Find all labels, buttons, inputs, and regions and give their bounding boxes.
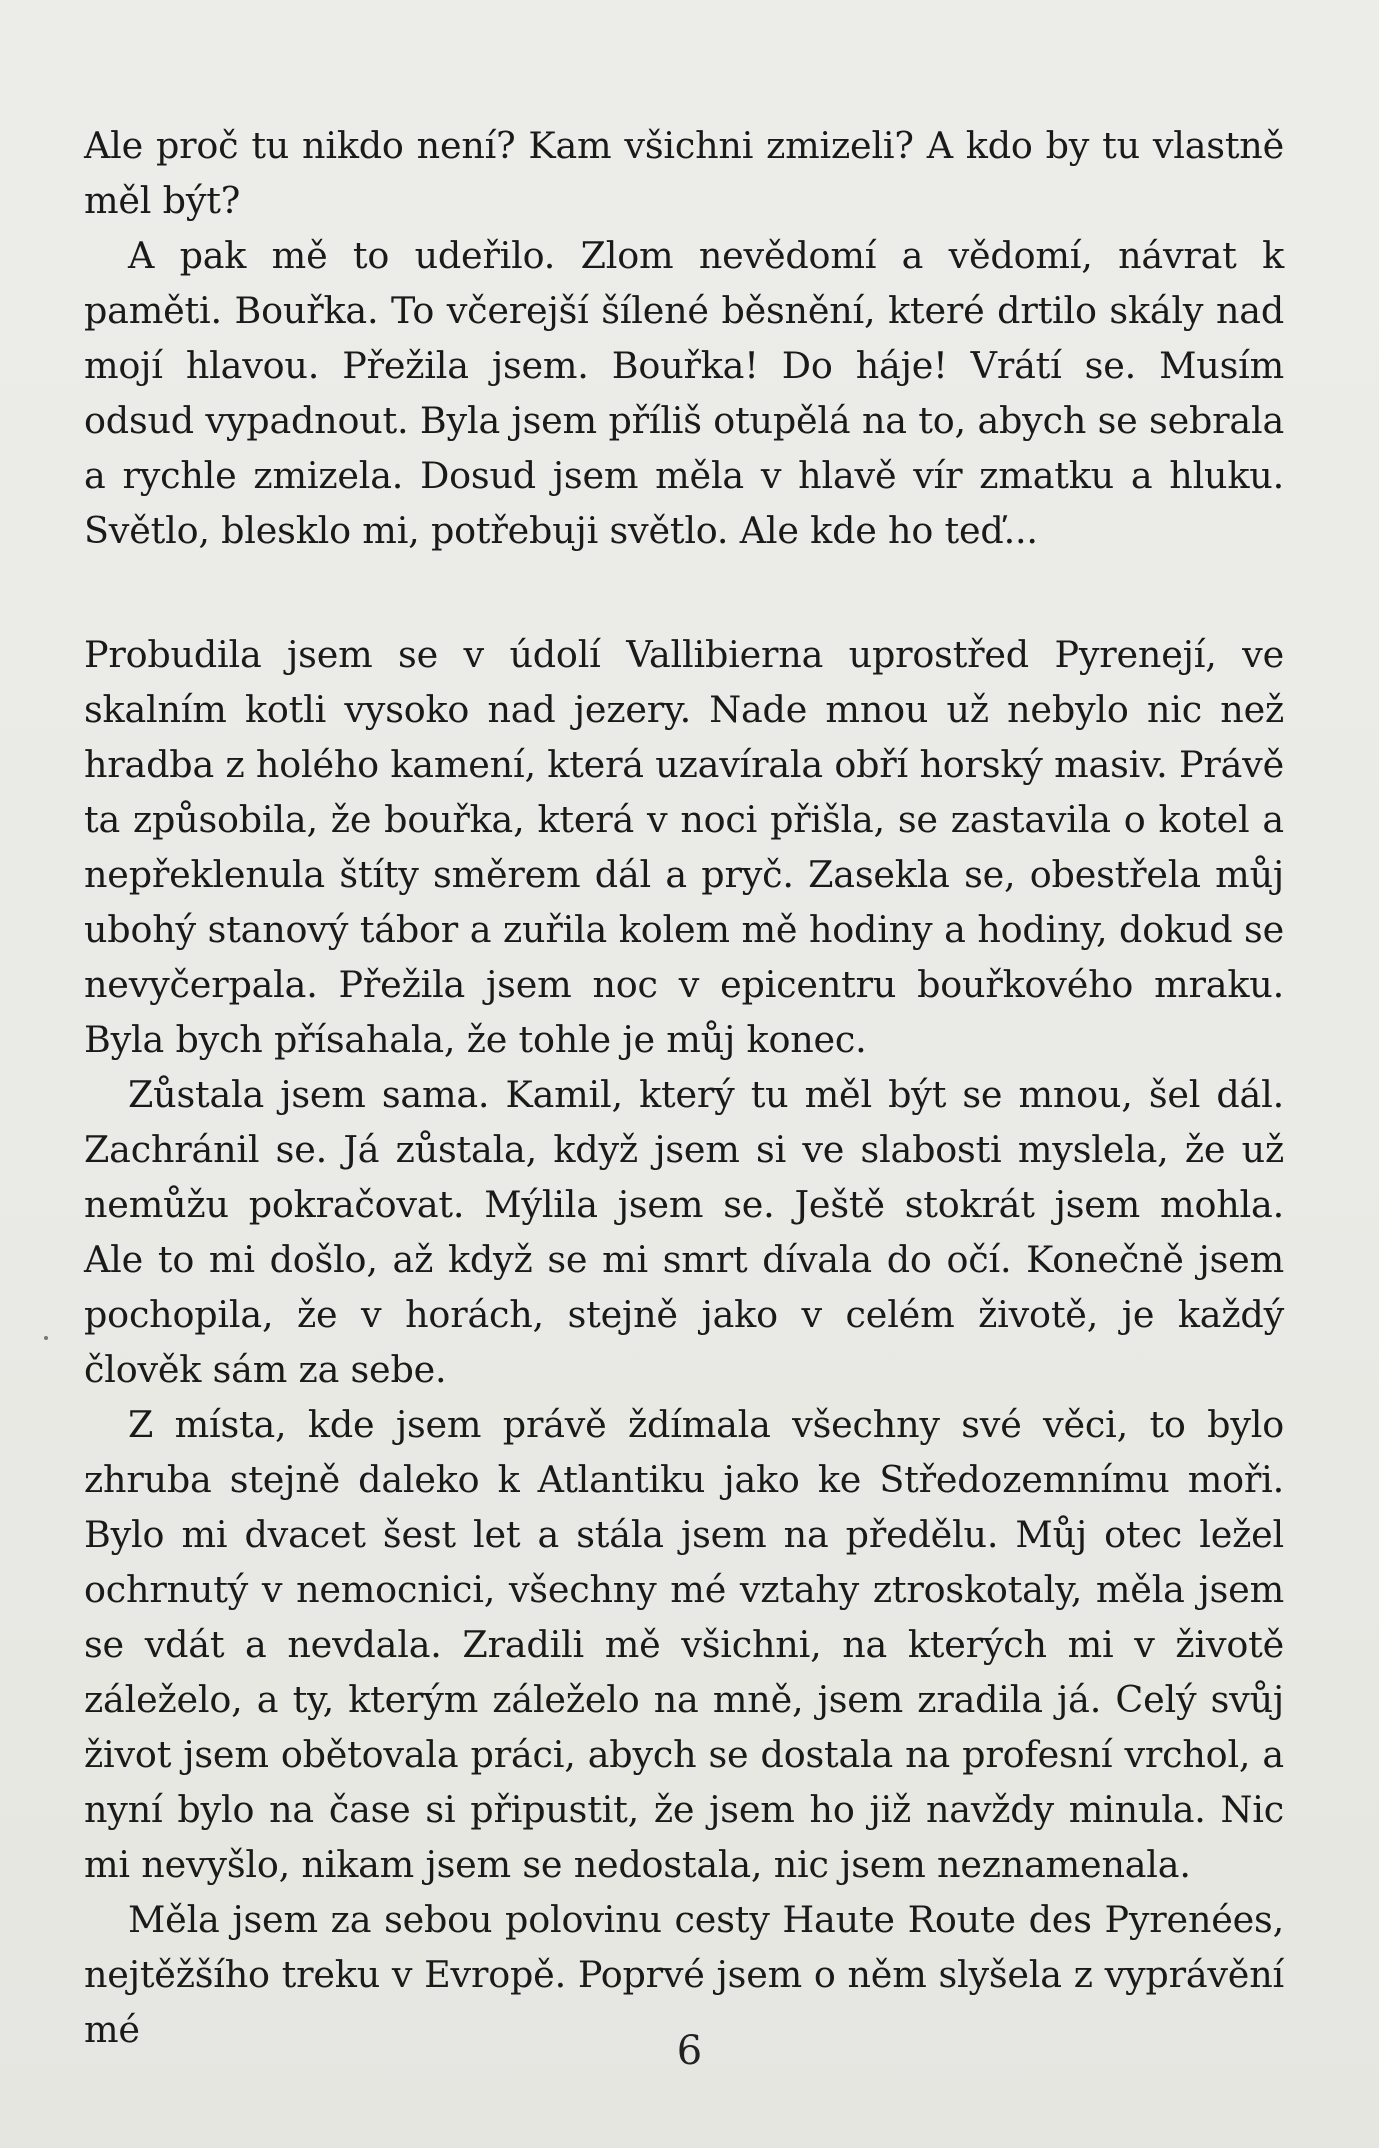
text-section-1: [84, 118, 1284, 558]
paragraph-1: Ale proč tu nikdo není? Kam všichni zmizeli? A kdo by tu vlastně měl být?: [84, 124, 1284, 222]
paragraph-4: Zůstala jsem sama. Kamil, který tu měl být se mnou, šel dál. Zachránil se. Já zůstala, když jsem si ve slabosti myslela, že už nemůžu pokračovat. Mýlila jsem se. Ještě stokrát jsem mohla. Ale to mi došlo, až když se mi smrt dívala do očí. Konečně jsem pochopila, že v horách, stejně jako v celém životě, je každý člověk sám za sebe.: [84, 1073, 1284, 1391]
text-section-2: [84, 627, 1284, 2057]
paragraph-3: Probudila jsem se v údolí Vallibierna uprostřed Pyrenejí, ve skalním kotli vysoko nad jezery. Nade mnou už nebylo nic než hradba z holého kamení, která uzavírala obří horský masiv. Právě ta způsobila, že bouřka, která v noci přišla, se zastavila o kotel a nepřeklenula štíty směrem dál a pryč. Zasekla se, obestřela můj ubohý stanový tábor a zuřila kolem mě hodiny a hodiny, dokud se nevyčerpala. Přežila jsem noc v epicentru bouřkového mraku. Byla bych přísahala, že tohle je můj konec.: [84, 633, 1284, 1061]
stray-mark: [44, 1336, 48, 1340]
paragraph-5: Z místa, kde jsem právě ždímala všechny své věci, to bylo zhruba stejně daleko k Atlantiku jako ke Středozemnímu moři. Bylo mi dvacet šest let a stála jsem na předělu. Můj otec ležel ochrnutý v nemocnici, všechny mé vztahy ztroskotaly, měla jsem se vdát a nevdala. Zradili mě všichni, na kterých mi v životě záleželo, a ty, kterým záleželo na mně, jsem zradila já. Celý svůj život jsem obětovala práci, abych se dostala na profesní vrchol, a nyní bylo na čase si připustit, že jsem ho již navždy minula. Nic mi nevyšlo, nikam jsem se nedostala, nic jsem neznamenala.: [84, 1403, 1284, 1886]
paragraph-6: Měla jsem za sebou polovinu cesty Haute Route des Pyrenées, nejtěžšího treku v Evropě. Poprvé jsem o něm slyšela z vyprávění mé: [84, 1898, 1284, 2051]
paragraph-2: A pak mě to udeřilo. Zlom nevědomí a vědomí, návrat k paměti. Bouřka. To včerejší šílené běsnění, které drtilo skály nad mojí hlavou. Přežila jsem. Bouřka! Do háje! Vrátí se. Musím odsud vypadnout. Byla jsem příliš otupělá na to, abych se sebrala a rychle zmizela. Dosud jsem měla v hlavě vír zmatku a hluku. Světlo, blesklo mi, potřebuji světlo. Ale kde ho teď...: [84, 234, 1284, 552]
page-number: 6: [676, 2028, 703, 2074]
